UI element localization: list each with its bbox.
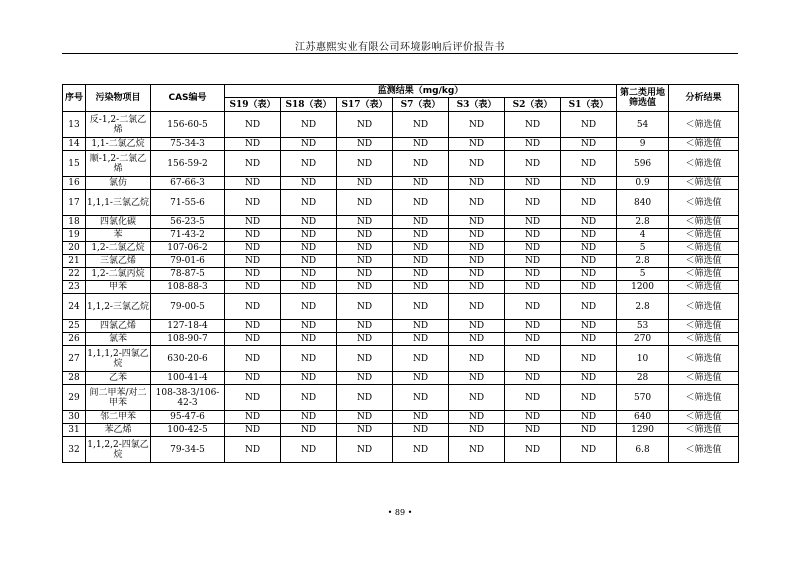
cell-analysis: ＜筛选值 [669,255,739,268]
cell-result: ND [225,372,281,385]
cell-index: 25 [63,320,86,333]
cell-result: ND [281,112,337,138]
cell-result: ND [561,268,617,281]
cell-result: ND [561,424,617,437]
cell-result: ND [225,424,281,437]
cell-result: ND [449,333,505,346]
cell-result: ND [337,320,393,333]
cell-cas: 71-55-6 [151,190,225,216]
cell-analysis: ＜筛选值 [669,281,739,294]
cell-screening: 840 [617,190,669,216]
cell-index: 18 [63,216,86,229]
cell-pollutant: 氯苯 [86,333,151,346]
table-row [63,242,739,255]
cell-result: ND [561,372,617,385]
cell-index: 14 [63,138,86,151]
cell-result: ND [505,242,561,255]
cell-screening: 54 [617,112,669,138]
table-row [63,385,739,411]
header-site: S1（表） [561,98,617,112]
cell-result: ND [337,112,393,138]
cell-result: ND [449,138,505,151]
cell-pollutant: 顺-1,2-二氯乙烯 [86,151,151,177]
cell-cas: 56-23-5 [151,216,225,229]
cell-pollutant: 1,1-二氯乙烷 [86,138,151,151]
cell-index: 31 [63,424,86,437]
cell-result: ND [505,255,561,268]
header-site: S18（表） [281,98,337,112]
cell-result: ND [561,437,617,463]
table-row [63,281,739,294]
cell-result: ND [561,255,617,268]
cell-result: ND [393,281,449,294]
cell-pollutant: 邻二甲苯 [86,411,151,424]
cell-analysis: ＜筛选值 [669,177,739,190]
cell-cas: 107-06-2 [151,242,225,255]
cell-screening: 5 [617,242,669,255]
cell-result: ND [337,268,393,281]
cell-result: ND [225,112,281,138]
cell-analysis: ＜筛选值 [669,333,739,346]
cell-result: ND [337,229,393,242]
cell-result: ND [281,177,337,190]
cell-cas: 79-01-6 [151,255,225,268]
cell-result: ND [337,346,393,372]
cell-result: ND [337,281,393,294]
table-row [63,216,739,229]
table-row [63,372,739,385]
cell-result: ND [505,346,561,372]
cell-result: ND [225,138,281,151]
cell-analysis: ＜筛选值 [669,138,739,151]
table-row [63,437,739,463]
cell-result: ND [337,372,393,385]
cell-cas: 75-34-3 [151,138,225,151]
cell-pollutant: 1,1,1,2-四氯乙烷 [86,346,151,372]
cell-result: ND [505,372,561,385]
header-index: 序号 [63,85,86,112]
table-row [63,320,739,333]
cell-cas: 108-88-3 [151,281,225,294]
cell-result: ND [281,190,337,216]
cell-result: ND [393,320,449,333]
cell-result: ND [449,320,505,333]
cell-result: ND [449,372,505,385]
cell-cas: 630-20-6 [151,346,225,372]
cell-result: ND [505,229,561,242]
cell-index: 28 [63,372,86,385]
cell-result: ND [561,411,617,424]
cell-result: ND [449,294,505,320]
cell-analysis: ＜筛选值 [669,385,739,411]
cell-result: ND [505,385,561,411]
cell-result: ND [393,242,449,255]
cell-result: ND [337,385,393,411]
cell-result: ND [225,255,281,268]
cell-result: ND [561,320,617,333]
cell-index: 19 [63,229,86,242]
table-row [63,346,739,372]
cell-result: ND [449,424,505,437]
cell-index: 21 [63,255,86,268]
cell-result: ND [337,294,393,320]
cell-result: ND [505,177,561,190]
cell-result: ND [505,112,561,138]
cell-result: ND [505,424,561,437]
cell-result: ND [449,281,505,294]
cell-index: 13 [63,112,86,138]
cell-result: ND [225,151,281,177]
cell-screening: 28 [617,372,669,385]
cell-cas: 127-18-4 [151,320,225,333]
cell-analysis: ＜筛选值 [669,411,739,424]
cell-result: ND [337,151,393,177]
cell-result: ND [281,385,337,411]
cell-result: ND [505,333,561,346]
cell-cas: 108-90-7 [151,333,225,346]
cell-result: ND [337,411,393,424]
cell-result: ND [505,411,561,424]
cell-index: 16 [63,177,86,190]
cell-result: ND [449,177,505,190]
cell-result: ND [505,268,561,281]
cell-result: ND [225,268,281,281]
cell-index: 17 [63,190,86,216]
cell-result: ND [393,138,449,151]
cell-result: ND [449,242,505,255]
cell-screening: 1290 [617,424,669,437]
cell-result: ND [337,190,393,216]
table-row [63,151,739,177]
cell-screening: 2.8 [617,255,669,268]
page-number: • 89 • [387,508,413,517]
cell-pollutant: 甲苯 [86,281,151,294]
cell-screening: 0.9 [617,177,669,190]
header-rule [62,53,738,54]
cell-analysis: ＜筛选值 [669,372,739,385]
cell-index: 15 [63,151,86,177]
cell-result: ND [561,216,617,229]
cell-result: ND [561,138,617,151]
cell-screening: 10 [617,346,669,372]
cell-result: ND [505,437,561,463]
cell-pollutant: 乙苯 [86,372,151,385]
cell-analysis: ＜筛选值 [669,437,739,463]
cell-result: ND [225,411,281,424]
cell-index: 20 [63,242,86,255]
cell-analysis: ＜筛选值 [669,112,739,138]
cell-pollutant: 1,2-二氯乙烷 [86,242,151,255]
table-row [63,229,739,242]
table-row [63,255,739,268]
cell-analysis: ＜筛选值 [669,229,739,242]
cell-result: ND [337,333,393,346]
table-row [63,411,739,424]
header-site: S7（表） [393,98,449,112]
header-site: S3（表） [449,98,505,112]
header-site: S17（表） [337,98,393,112]
cell-analysis: ＜筛选值 [669,320,739,333]
cell-analysis: ＜筛选值 [669,268,739,281]
table-row [63,112,739,138]
cell-result: ND [393,385,449,411]
cell-result: ND [505,281,561,294]
cell-index: 30 [63,411,86,424]
cell-screening: 9 [617,138,669,151]
cell-result: ND [225,294,281,320]
cell-screening: 53 [617,320,669,333]
cell-screening: 6.8 [617,437,669,463]
cell-result: ND [561,177,617,190]
cell-cas: 108-38-3/106-42-3 [151,385,225,411]
cell-cas: 79-34-5 [151,437,225,463]
cell-result: ND [337,255,393,268]
table-row [63,294,739,320]
cell-result: ND [337,216,393,229]
cell-analysis: ＜筛选值 [669,424,739,437]
cell-result: ND [561,112,617,138]
cell-pollutant: 氯仿 [86,177,151,190]
cell-result: ND [505,320,561,333]
cell-pollutant: 苯乙烯 [86,424,151,437]
cell-result: ND [393,437,449,463]
cell-pollutant: 1,2-二氯丙烷 [86,268,151,281]
cell-result: ND [225,437,281,463]
cell-result: ND [505,294,561,320]
table-row [63,138,739,151]
cell-cas: 71-43-2 [151,229,225,242]
cell-result: ND [449,229,505,242]
cell-result: ND [561,229,617,242]
cell-result: ND [393,333,449,346]
cell-screening: 640 [617,411,669,424]
cell-result: ND [281,333,337,346]
cell-analysis: ＜筛选值 [669,151,739,177]
cell-index: 26 [63,333,86,346]
cell-result: ND [561,281,617,294]
header-site: S19（表） [225,98,281,112]
cell-result: ND [561,333,617,346]
cell-cas: 78-87-5 [151,268,225,281]
cell-analysis: ＜筛选值 [669,294,739,320]
cell-result: ND [281,151,337,177]
header-cas: CAS编号 [151,85,225,112]
cell-result: ND [393,112,449,138]
cell-result: ND [449,151,505,177]
cell-result: ND [281,372,337,385]
cell-screening: 4 [617,229,669,242]
cell-screening: 5 [617,268,669,281]
cell-cas: 100-42-5 [151,424,225,437]
cell-result: ND [393,216,449,229]
cell-pollutant: 1,1,2-三氯乙烷 [86,294,151,320]
cell-cas: 95-47-6 [151,411,225,424]
cell-result: ND [505,138,561,151]
cell-result: ND [449,385,505,411]
header-analysis: 分析结果 [669,85,739,112]
cell-result: ND [505,190,561,216]
cell-index: 23 [63,281,86,294]
cell-result: ND [337,424,393,437]
cell-result: ND [393,268,449,281]
cell-index: 22 [63,268,86,281]
document-header: 江苏惠熙实业有限公司环境影响后评价报告书 [295,42,505,53]
cell-result: ND [449,190,505,216]
cell-result: ND [393,255,449,268]
cell-result: ND [225,177,281,190]
cell-cas: 100-41-4 [151,372,225,385]
cell-result: ND [225,333,281,346]
cell-result: ND [225,190,281,216]
table-row [63,268,739,281]
table-row [63,424,739,437]
cell-cas: 156-60-5 [151,112,225,138]
header-screening: 第二类用地筛选值 [617,85,669,112]
cell-result: ND [225,346,281,372]
cell-result: ND [337,242,393,255]
cell-screening: 2.8 [617,294,669,320]
cell-result: ND [281,294,337,320]
cell-pollutant: 间二甲苯/对二甲苯 [86,385,151,411]
cell-analysis: ＜筛选值 [669,242,739,255]
cell-cas: 67-66-3 [151,177,225,190]
cell-result: ND [281,437,337,463]
cell-result: ND [225,242,281,255]
cell-screening: 2.8 [617,216,669,229]
cell-screening: 270 [617,333,669,346]
cell-result: ND [393,190,449,216]
cell-result: ND [337,138,393,151]
cell-pollutant: 四氯乙烯 [86,320,151,333]
cell-result: ND [505,216,561,229]
cell-result: ND [281,229,337,242]
cell-index: 32 [63,437,86,463]
cell-result: ND [393,424,449,437]
cell-result: ND [393,151,449,177]
cell-result: ND [393,346,449,372]
cell-analysis: ＜筛选值 [669,216,739,229]
cell-result: ND [449,216,505,229]
cell-result: ND [393,372,449,385]
cell-result: ND [561,151,617,177]
cell-result: ND [505,151,561,177]
cell-result: ND [561,294,617,320]
cell-result: ND [449,112,505,138]
cell-index: 29 [63,385,86,411]
cell-pollutant: 反-1,2-二氯乙烯 [86,112,151,138]
table-row [63,190,739,216]
cell-result: ND [281,255,337,268]
cell-result: ND [393,177,449,190]
cell-result: ND [225,320,281,333]
cell-result: ND [449,437,505,463]
cell-result: ND [561,346,617,372]
cell-result: ND [281,242,337,255]
cell-result: ND [225,216,281,229]
cell-result: ND [449,411,505,424]
cell-screening: 1200 [617,281,669,294]
monitoring-results-table [62,84,739,463]
cell-result: ND [281,411,337,424]
cell-result: ND [281,424,337,437]
cell-result: ND [393,229,449,242]
table-row [63,333,739,346]
cell-result: ND [225,385,281,411]
cell-pollutant: 1,1,1-三氯乙烷 [86,190,151,216]
cell-result: ND [281,346,337,372]
cell-result: ND [337,437,393,463]
cell-result: ND [281,138,337,151]
cell-result: ND [561,190,617,216]
header-site: S2（表） [505,98,561,112]
cell-result: ND [281,281,337,294]
cell-result: ND [281,216,337,229]
cell-result: ND [225,281,281,294]
cell-result: ND [449,255,505,268]
cell-pollutant: 1,1,2,2-四氯乙烷 [86,437,151,463]
cell-cas: 79-00-5 [151,294,225,320]
cell-screening: 570 [617,385,669,411]
table-row [63,177,739,190]
cell-index: 27 [63,346,86,372]
cell-analysis: ＜筛选值 [669,346,739,372]
cell-result: ND [281,320,337,333]
cell-cas: 156-59-2 [151,151,225,177]
cell-result: ND [393,294,449,320]
cell-result: ND [561,242,617,255]
cell-analysis: ＜筛选值 [669,190,739,216]
cell-index: 24 [63,294,86,320]
cell-result: ND [337,177,393,190]
cell-result: ND [449,346,505,372]
cell-result: ND [225,229,281,242]
cell-pollutant: 四氯化碳 [86,216,151,229]
cell-result: ND [281,268,337,281]
header-pollutant: 污染物项目 [86,85,151,112]
cell-pollutant: 三氯乙烯 [86,255,151,268]
cell-pollutant: 苯 [86,229,151,242]
cell-result: ND [449,268,505,281]
cell-result: ND [393,411,449,424]
cell-result: ND [561,385,617,411]
header-monitoring: 监测结果（mg/kg） [225,85,617,98]
cell-screening: 596 [617,151,669,177]
